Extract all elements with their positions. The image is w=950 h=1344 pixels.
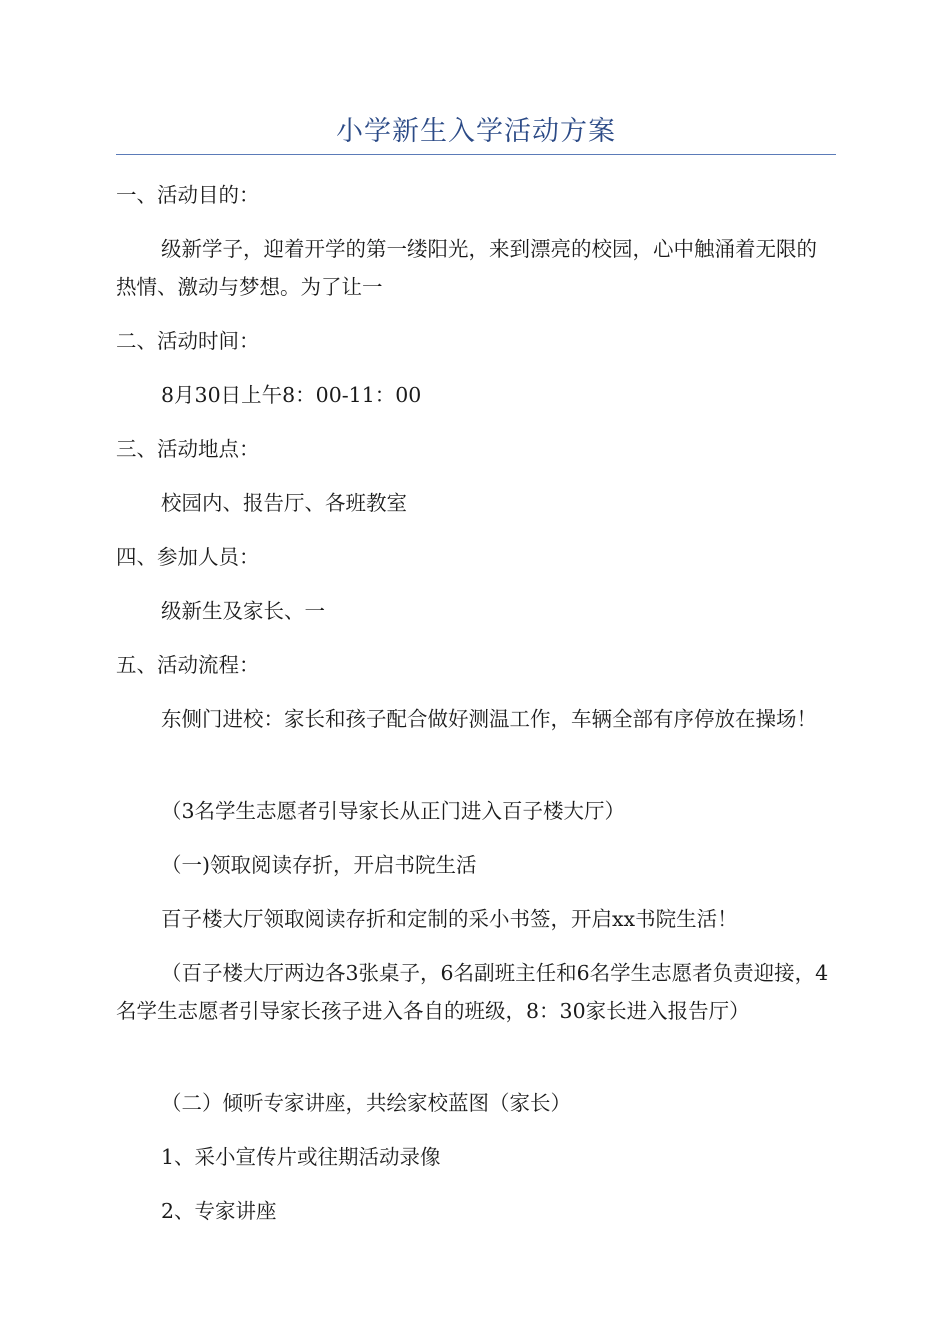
section-heading-location: 三、活动地点： xyxy=(116,437,260,461)
paragraph-hall-arrangement: （百子楼大厅两边各3张桌子，6名副班主任和6名学生志愿者负责迎接，4名学生志愿者引导家长孩子进入各自的班级，8：30家长进入报告厅） xyxy=(116,961,829,1023)
subheading-expert-lecture: （二）倾听专家讲座，共绘家校蓝图（家长） xyxy=(161,1091,571,1115)
paragraph-participants: 级新生及家长、一 xyxy=(161,599,325,623)
section-heading-process: 五、活动流程： xyxy=(116,653,260,677)
paragraph-volunteer-guide: （3名学生志愿者引导家长从正门进入百子楼大厅） xyxy=(161,799,626,823)
document-title: 小学新生入学活动方案 xyxy=(336,116,616,147)
section-heading-purpose: 一、活动目的： xyxy=(116,183,260,207)
title-underline xyxy=(116,154,836,155)
subheading-reading-passbook: （一)领取阅读存折，开启书院生活 xyxy=(161,853,477,877)
paragraph-purpose: 级新学子，迎着开学的第一缕阳光，来到漂亮的校园，心中触涌着无限的热情、激动与梦想。为了让一 xyxy=(116,237,817,299)
paragraph-location: 校园内、报告厅、各班教室 xyxy=(161,491,407,515)
paragraph-entry: 东侧门进校：家长和孩子配合做好测温工作，车辆全部有序停放在操场！ xyxy=(161,707,817,731)
list-item-promo-video: 1、采小宣传片或往期活动录像 xyxy=(161,1145,441,1169)
paragraph-time: 8月30日上午8：00-11：00 xyxy=(161,383,422,407)
section-heading-time: 二、活动时间： xyxy=(116,329,260,353)
paragraph-reading-passbook: 百子楼大厅领取阅读存折和定制的采小书签，开启xx书院生活！ xyxy=(161,907,738,931)
list-item-expert-lecture: 2、专家讲座 xyxy=(161,1199,277,1223)
section-heading-participants: 四、参加人员： xyxy=(116,545,260,569)
